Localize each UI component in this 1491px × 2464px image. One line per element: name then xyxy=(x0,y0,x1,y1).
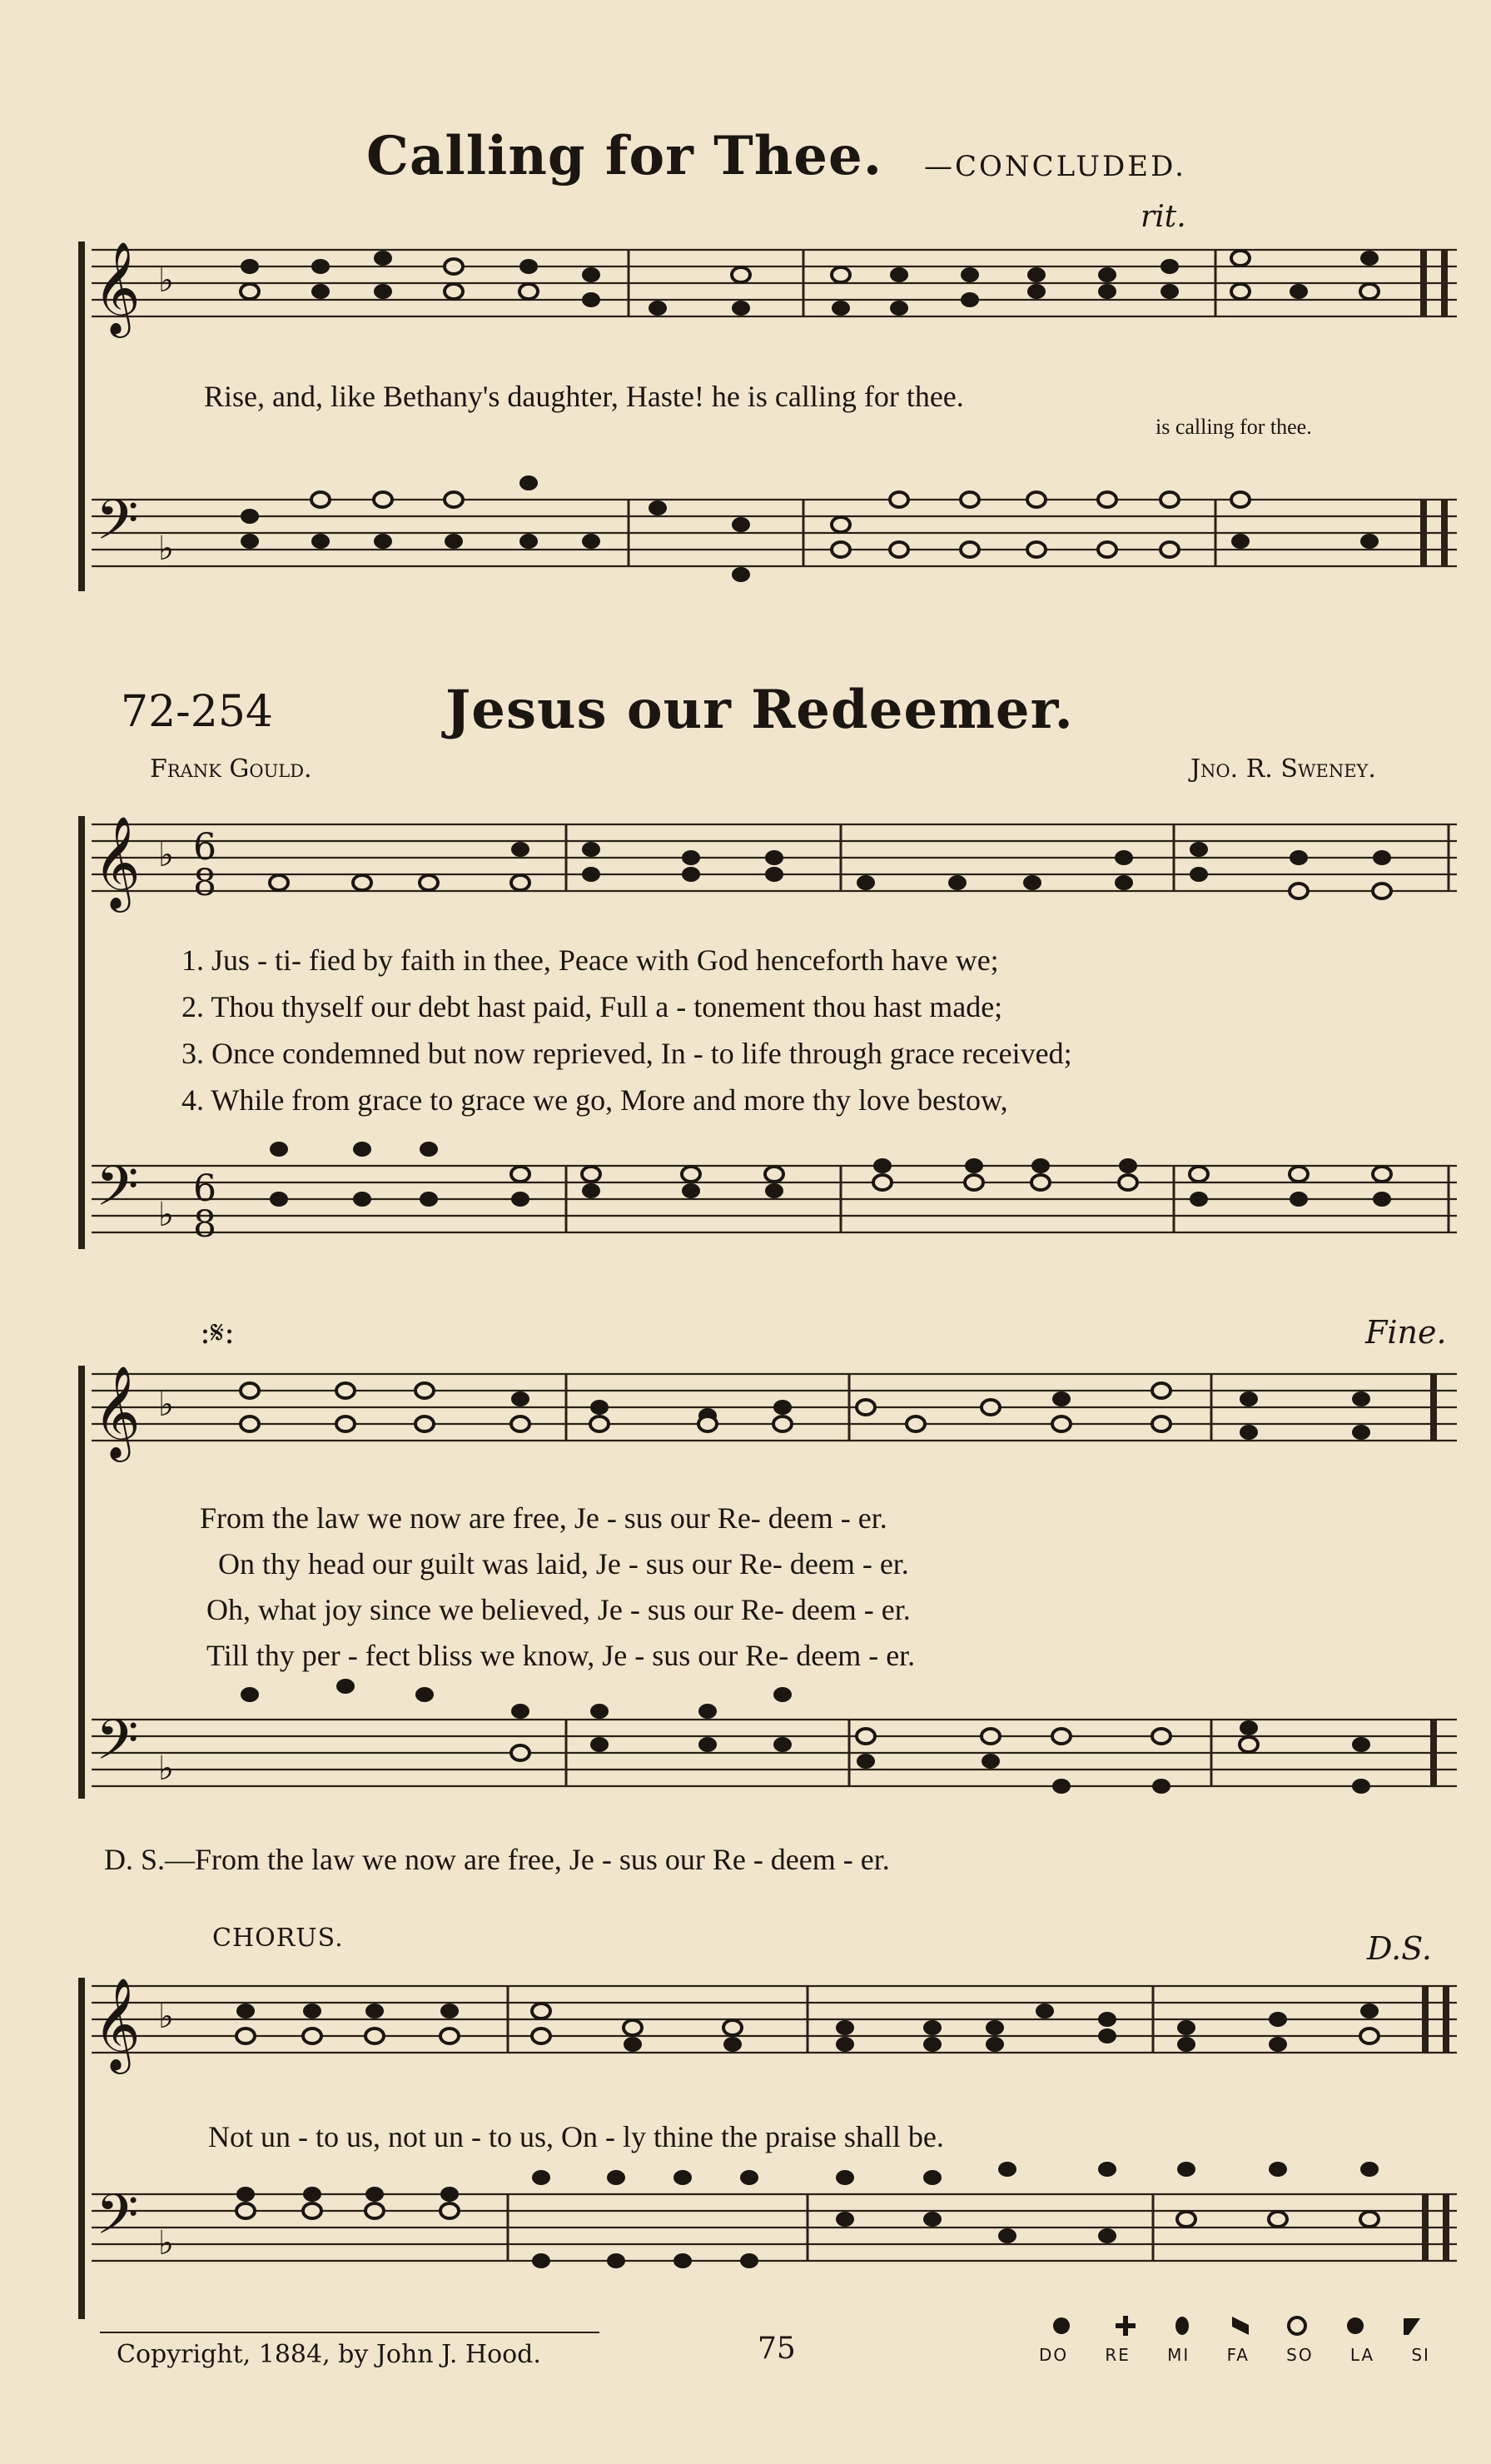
si-shape-icon xyxy=(1404,2318,1420,2335)
svg-text:♭: ♭ xyxy=(158,2224,174,2262)
system3-treble-staff xyxy=(0,1366,1491,1482)
system1-treble-staff xyxy=(0,241,1491,358)
svg-text:𝄞: 𝄞 xyxy=(93,815,141,908)
verse-4: 4. While from grace to grace we go, More and more thy love bestow, xyxy=(181,1083,1008,1117)
ds-marking: D.S. xyxy=(1367,1930,1432,1967)
svg-text:𝄢: 𝄢 xyxy=(96,2183,139,2260)
solfa-legend xyxy=(1039,2313,1430,2372)
svg-text:𝄞: 𝄞 xyxy=(93,241,141,334)
system3-bass-staff xyxy=(0,1708,1491,1828)
svg-text:♭: ♭ xyxy=(158,1998,174,2036)
solfa-so: SO xyxy=(1286,2345,1314,2365)
verse-3: 3. Once condemned but now reprieved, In - to life through grace received; xyxy=(181,1037,1072,1070)
concluded-label: —CONCLUDED. xyxy=(924,150,1186,183)
hymn-author: Frank Gould. xyxy=(150,754,312,784)
hymn-number: 72-254 xyxy=(121,687,273,737)
svg-text:♭: ♭ xyxy=(158,1196,174,1234)
copyright: Copyright, 1884, by John J. Hood. xyxy=(117,2340,541,2369)
do-shape-icon xyxy=(1053,2317,1070,2334)
svg-text:𝄢: 𝄢 xyxy=(96,488,139,565)
svg-text:8: 8 xyxy=(193,1203,216,1246)
verse-2: 2. Thou thyself our debt hast paid, Full a - tonement thou hast made; xyxy=(181,990,1003,1023)
chorus-lyric: Not un - to us, not un - to us, On - ly thine the praise shall be. xyxy=(208,2120,944,2153)
page-number: 75 xyxy=(758,2332,796,2366)
solfa-si: SI xyxy=(1411,2345,1430,2365)
svg-text:𝄞: 𝄞 xyxy=(93,1365,141,1458)
chorus-label: CHORUS. xyxy=(212,1924,344,1953)
system1-bass-staff xyxy=(0,488,1491,608)
system2-bass-staff xyxy=(0,1154,1491,1274)
ds-repeat-line: D. S.—From the law we now are free, Je - sus our Re - deem - er. xyxy=(104,1843,890,1876)
la-shape-icon xyxy=(1347,2317,1364,2334)
time-sig-top: 6 xyxy=(193,826,216,869)
hymn-title: Jesus our Redeemer. xyxy=(445,679,1074,741)
concluded-lyric-subline: is calling for thee. xyxy=(1156,415,1312,439)
svg-text:♭: ♭ xyxy=(158,1386,174,1424)
svg-text:𝄞: 𝄞 xyxy=(93,1977,141,2070)
refrain-line-4: Till thy per - fect bliss we know, Je - sus our Re- deem - er. xyxy=(206,1639,916,1672)
solfa-mi: MI xyxy=(1167,2345,1190,2365)
solfa-la: LA xyxy=(1349,2345,1375,2365)
footer-rule xyxy=(100,2332,599,2333)
rit-marking: rit. xyxy=(1141,200,1186,234)
svg-text:♭: ♭ xyxy=(158,261,174,300)
re-shape-icon xyxy=(1116,2316,1136,2336)
solfa-do: DO xyxy=(1039,2345,1069,2365)
svg-text:6: 6 xyxy=(193,1167,216,1210)
fine-marking: Fine. xyxy=(1365,1314,1447,1351)
refrain-line-2: On thy head our guilt was laid, Je - sus our Re- deem - er. xyxy=(218,1547,909,1580)
mi-shape-icon xyxy=(1175,2317,1189,2335)
svg-text:𝄢: 𝄢 xyxy=(96,1708,139,1785)
svg-text:♭: ♭ xyxy=(158,836,174,874)
concluded-hymn-title: Calling for Thee. xyxy=(366,125,882,187)
chorus-bass-staff xyxy=(0,2183,1491,2302)
chorus-treble-staff xyxy=(0,1978,1491,2094)
concluded-lyric-line: Rise, and, like Bethany's daughter, Haste! he is calling for thee. xyxy=(204,380,964,413)
time-sig-bottom: 8 xyxy=(193,862,216,904)
solfa-re: RE xyxy=(1105,2345,1131,2365)
fa-shape-icon xyxy=(1232,2317,1249,2335)
hymn-composer: Jno. R. Sweney. xyxy=(1190,754,1376,784)
refrain-line-1: From the law we now are free, Je - sus our Re- deem - er. xyxy=(200,1501,887,1535)
refrain-line-3: Oh, what joy since we believed, Je - sus our Re- deem - er. xyxy=(206,1593,911,1626)
segno-sign: :𝄋: xyxy=(200,1314,235,1351)
svg-text:𝄢: 𝄢 xyxy=(96,1154,139,1232)
verse-1: 1. Jus - ti- fied by faith in thee, Peace with God henceforth have we; xyxy=(181,943,999,977)
svg-text:♭: ♭ xyxy=(158,1750,174,1788)
svg-text:♭: ♭ xyxy=(158,530,174,568)
solfa-fa: FA xyxy=(1226,2345,1250,2365)
system2-treble-staff xyxy=(0,816,1491,933)
so-shape-icon xyxy=(1289,2317,1305,2334)
